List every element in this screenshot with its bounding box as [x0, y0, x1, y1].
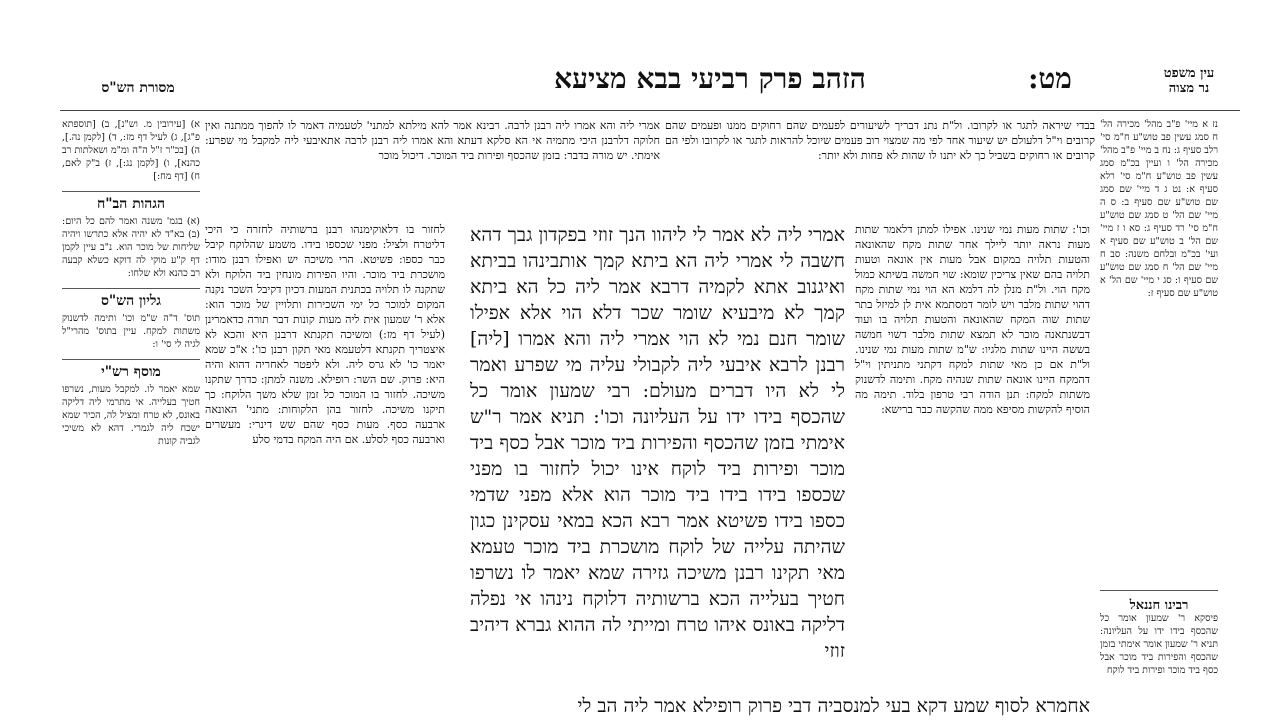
gilyon-text: תוס' ד"ה ש"מ וכו' ותימה לדשנוק משתות למקח. עיין בתוס' מהרי"ל לגיה לי סי' ו: [62, 313, 200, 350]
rashi-text: וכו': שתות מעות נמי שנינו. אפילו למתן דלאמר שתות מעות נראה יותר ליילך אחר שתות מקח שהאונאה והטעות תלויה במקום אבל מעות אין אונאה וטעות תלויה בהם שאין צריכין שומא: שוי חמשה בשיתא כמול מקח הוי. ול"ת מנלן לה דלמא הא הוי נמי שתות מקח דהוי שתות מלבר ויש לומר דמסתמא אית לן למיזל בתר שתות שוה המקח שהאונאה והטעות תלויה בו ועוד דבשנתאנה מוכר לא תמצא שתות מלבר דשוי חמשה בששה היינו שתות מלגיו: ש"מ שתות מעות נמי שנינו. ול"ת אם כן מאי שתות למקח דקתני מתניתין וי"ל דהמקח היינו אונאה שתות שנהיה מקח. ותימה לדשנוק משתות למקח: תנן הודה רבי טרפון בלוד. תימה מה הוסיף להקשות מסיפא ממה שהקשה כבר ברישא: [855, 223, 1090, 416]
hagahot-heading: הגהות הב"ח [62, 191, 200, 211]
ein-mishpat-label-line1: עין משפט [1163, 66, 1215, 81]
rashi-top-text: בבדי שיראה לתגר או לקרובו. ול"ת נתנ דבריך לשיעורים לפעמים שהם רחוקים ממנו ופעמים שהם קרובים וי"ל דלעולם יש שיעור אחד לפי מה שמצוי רוב פעמים שיוכל להראות לתגר או לקרובו ולפי הם קרובים או רחוקים בשביל כך לא יתנו לו שהות לא פחות ולא יותר: [665, 119, 1095, 162]
gemara-column [470, 222, 845, 720]
header-rule [60, 110, 1240, 111]
masoret-text: א) [עירובין מ. וש"נ], ב) [תוספתא פ"ג], ג) לעיל דף מז:, ד) [לקמן נה.], ה) [בכ"ר ז"ל ה"ה ומ"מ ושאלתות רב כהנא], ו) [לקמן נג:], ז) ב"ק לאם, ח) [דף מח:] [62, 119, 200, 182]
hagahot-text: (א) בגמ' משנה ואמר להם כל היום: (ב) בא"ד לא יהיה אלא כתרשו ויהיה שליחות של מוכר הוא. נ"ב עיין לקמן דף ק"ע מוקי לה דוקא כשלא קבעה רב כהנא ולא שלחו: [62, 216, 200, 279]
gemara-text: אמרי ליה לא אמר לי ליהוו הנך זוזי בפקדון גבך דהא חשבה לי אמרי ליה הא ביתא קמך אותבינהו בביתא ואיגנוב אתא לקמיה דרבא אמר ליה כל הא ביתא קמך לא מיבעיא שומר שכר דלא הוי אלא אפילו שומר חנם נמי לא הוי אמרי ליה והא אמרו [ליה] רבנן לרבא איבעי ליה לקבולי עליה מי שפרע ואמר לי לא היו דברים מעולם: רבי שמעון אומר כל שהכסף בידו ידו על העליונה וכו': תניא אמר ר"ש אימתי בזמן שהכסף והפירות ביד מוכר אבל כסף ביד מוכר ופירות ביד לוקח אינו יכול לחזור בו מפני שכספו בידו בידו ביד מוכר הוא אלא מפני שדמי כספו בידו פשיטא אמר רבא הכא במאי עסקינן כגון שהיתה עלייה של לוקח מושכרת ביד מוכר טעמא מאי תקינו רבנן משיכה גזירה שמא יאמר לו נשרפו חטיך בעלייה הכא ברשותיה דלוקח נינהו אי נפלה דליקה באונס איהו טרח ומייתי לה ההוא גברא דיהיב זוזי [470, 224, 845, 662]
rabbeinu-chananel-heading: רבינו חננאל [1100, 590, 1218, 613]
gilyon-heading: גליון הש"ס [62, 288, 200, 308]
tosafot-top-text: אמרי ליה והא אמרו ליה רבנן לרבה. רבינא אמר להא מילתא למתני' לטעמיה דאמר לו להפוך ממתנה ואין חלוקה דלרבנן היכי מתמיה אי הא סלקא דעתא והא אמרו ליה רבנן לרבה אתאיבעי ליה למקבל מי שפרע: אימתי. יש מורה בדבר: בזמן שהכסף ופירות ביד המוכר. דיכול מוכר [205, 119, 660, 162]
musaf-rashi-heading: מוסף רש"י [62, 359, 200, 379]
musaf-rashi-text: שמא יאמר לו. למקבל מעות, נשרפו חטיך בעלייה. אי מתרמי ליה דליקה באונס, לא טרח ומציל לה, הכיר שמא ישכח ליה לגמרי. דהא לא משיכי לגביה קונות [62, 384, 200, 447]
folio-number: מט: [1028, 62, 1072, 95]
ein-mishpat-text: נז א מיי' פ"ב מהל' מכירה הל' ח סמג עשין פב טוש"ע ח"מ סי' רלב סעיף ג: נח ב מיי' פ"ב מהל' מכירה הל' ו ועיין בכ"מ סמג עשין פב טוש"ע ח"מ סי' רלא סעיף א: נט ג ד מיי' שם סמג שם טוש"ע שם סעיף ב: ס ה מיי' שם הל' ט סמג שם טוש"ע ח"מ סי' רד סעיף ג: סא ו ז מיי' שם הל' ב טוש"ע שם סעיף א ועי' בכ"מ ובלחם משנה: סב ח מיי' שם הל' ח סמג שם טוש"ע שם סעיף ו: סג י מיי' שם הל' א טוש"ע שם סעיף ז: [1100, 119, 1218, 299]
ein-mishpat-label-line2: נר מצוה [1168, 81, 1210, 96]
tosafot-top-block [205, 118, 660, 220]
page-header-title: הזהב פרק רביעי בבא מציעא [554, 62, 866, 95]
rabbeinu-chananel-text: פיסקא ר' שמעון אומר כל שהכסף בידו ידו על העליונה: תניא ר' שמעון אומר אימתי בזמן שהכסף והפירות ביד מוכר אבל כסף ביד מוכר ופירות ביד לוקח [1100, 613, 1218, 676]
masoret-label: מסורת הש"ס [101, 80, 175, 96]
ein-mishpat-label [1150, 66, 1228, 96]
rashi-column [855, 222, 1090, 682]
rashi-top-block [665, 118, 1095, 220]
tosafot-column [205, 222, 445, 720]
left-margin-column [62, 118, 200, 718]
gemara-bottom-line: אחמרא לסוף שמע דקא בעי למנסביה דבי פרוק רופילא אמר ליה הב לי [577, 695, 1090, 717]
ein-mishpat-column [1100, 118, 1218, 578]
tosafot-text: לחזור בו דלאוקימנהו רבנן ברשותיה לחזרה כי היכי דליטרח ולציל: מפני שכספו בידו. משמע שהלוקח קיבל כבר כספו: פשיטא. הרי משיכה יש ואפילו רבנן מודו: מושכרת ביד מוכר. והיו הפירות מונחין ביד הלוקח ולא שתקנה לו תלויה בכתנית המעות דכיון דקיבל השכר נקנה המקום למוכר כל ימי השכירות ותלויין של מוכר הוא: אלא ר' שמעון אית ליה מעות קונות דבר תורה כדאמרינן (לעיל דף מז:) ומשיכה תקנתא דרבנן היא והכא לא איצטריך תקנתא דלטעמא מאי תקון רבנן כו': א"כ שמא יאמר כו' לא גרס ליה. ולא ליפטר לאחריה דהוא והיה היא: פרוק. שם השר: רופילא. משנה למתן: כדרך שתקנו משיכה. לחזור בו המוכר כל זמן שלא משך הלוקח: כך תיקנו משיכה. לחזור בהן הלקוחות: מתני' האונאה ארבעה כסף. מעות כסף שהם שש דינרי: מעשרים וארבעה כסף לסלע. אם היה המקח בדמי סלע [205, 223, 445, 446]
